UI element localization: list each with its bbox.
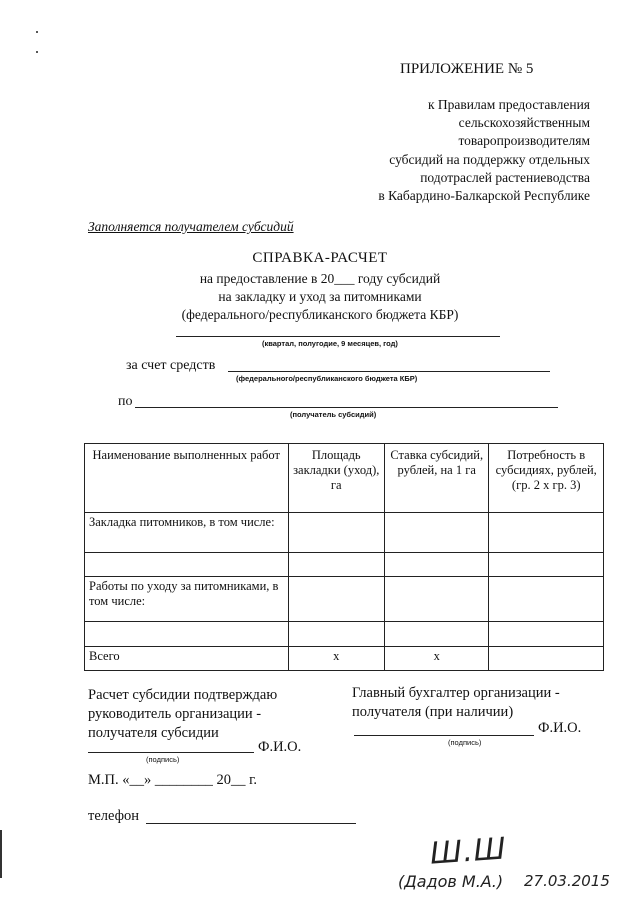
head-signature-line[interactable] (88, 752, 254, 753)
table-cell[interactable] (489, 577, 604, 622)
stamp-date-line: М.П. «__» ________ 20__ г. (88, 772, 258, 788)
signature-block-accountant (352, 684, 592, 722)
table-cell[interactable] (385, 513, 489, 553)
document-title: СПРАВКА-РАСЧЕТ (252, 250, 388, 266)
scan-edge-mark (0, 830, 2, 878)
appendix-title: ПРИЛОЖЕНИЕ № 5 (400, 61, 534, 77)
table-cell[interactable] (489, 553, 604, 577)
accountant-signature-line[interactable] (354, 735, 534, 736)
period-caption: (квартал, полугодие, 9 месяцев, год) (262, 339, 398, 348)
appendix-line: товаропроизводителям (458, 133, 590, 149)
table-cell[interactable] (385, 622, 489, 647)
accountant-signature-caption: (подпись) (448, 738, 482, 747)
table-cell[interactable] (489, 647, 604, 671)
table-cell[interactable] (489, 622, 604, 647)
handwritten-date: 27.03.2015 (524, 872, 610, 890)
handwritten-name: (Дадов М.А.) (398, 872, 504, 891)
table-cell[interactable] (288, 577, 385, 622)
head-fio-label: Ф.И.О. (258, 739, 302, 755)
header-works: Наименование выполненных работ (85, 444, 289, 513)
phone-line[interactable] (146, 823, 356, 824)
table-cell[interactable] (385, 553, 489, 577)
table-cell[interactable] (85, 622, 289, 647)
appendix-line: подотраслей растениеводства (420, 169, 590, 185)
appendix-line: сельскохозяйственным (458, 115, 590, 131)
subtitle-line: на закладку и уход за питомниками (218, 289, 422, 304)
appendix-line: в Кабардино-Балкарской Республике (378, 188, 590, 204)
table-cell[interactable] (288, 513, 385, 553)
table-row (85, 622, 604, 647)
period-line[interactable] (176, 336, 500, 337)
header-rate: Ставка субсидий, рублей, на 1 га (385, 444, 489, 513)
appendix-reference (330, 96, 590, 205)
handwritten-initials: Ш.Ш (428, 831, 508, 872)
table-cell[interactable] (288, 553, 385, 577)
row-total-label: Всего (85, 647, 289, 671)
header-area: Площадь закладки (уход), га (288, 444, 385, 513)
phone-label: телефон (88, 808, 140, 824)
appendix-line: субсидий на поддержку отдельных (389, 151, 590, 167)
calculation-table (84, 443, 604, 671)
table-cell[interactable] (85, 553, 289, 577)
subtitle-line: на предоставление в 20___ году субсидий (199, 271, 441, 286)
funds-caption: (федерального/республиканского бюджета КБР) (236, 374, 418, 383)
table-header-row (85, 444, 604, 513)
appendix-line: к Правилам предоставления (427, 97, 590, 112)
funds-line[interactable] (228, 371, 550, 372)
header-need: Потребность в субсидиях, рублей, (гр. 2 х гр. 3) (489, 444, 604, 513)
filled-by-note: Заполняется получателем субсидий (88, 219, 294, 234)
total-rate-mark: х (385, 647, 489, 671)
recipient-caption: (получатель субсидий) (290, 410, 377, 419)
head-signature-caption: (подпись) (146, 755, 180, 764)
table-cell[interactable] (385, 577, 489, 622)
table-row (85, 513, 604, 553)
scan-dot (36, 51, 38, 53)
table-cell[interactable] (489, 513, 604, 553)
row-planting-label: Закладка питомников, в том числе: (85, 513, 289, 553)
table-row (85, 553, 604, 577)
sign-right-line: Главный бухгалтер организации - (352, 685, 560, 701)
row-care-label: Работы по уходу за питомниками, в том числе: (85, 577, 289, 622)
sign-left-line: получателя субсидии (88, 725, 219, 741)
scan-dot (36, 31, 38, 33)
table-total-row (85, 647, 604, 671)
sign-right-line: получателя (при наличии) (352, 704, 514, 720)
table-cell[interactable] (288, 622, 385, 647)
subtitle-line: (федерального/республиканского бюджета КБР) (181, 307, 459, 322)
sign-left-line: Расчет субсидии подтверждаю (88, 687, 278, 703)
signature-block-head (88, 686, 318, 743)
total-area-mark: х (288, 647, 385, 671)
funds-label: за счет средств (126, 358, 216, 373)
accountant-fio-label: Ф.И.О. (538, 720, 582, 736)
table-row (85, 577, 604, 622)
sign-left-line: руководитель организации - (88, 706, 262, 722)
recipient-line[interactable] (135, 407, 558, 408)
recipient-label: по (118, 394, 133, 409)
document-subtitle (0, 270, 640, 324)
